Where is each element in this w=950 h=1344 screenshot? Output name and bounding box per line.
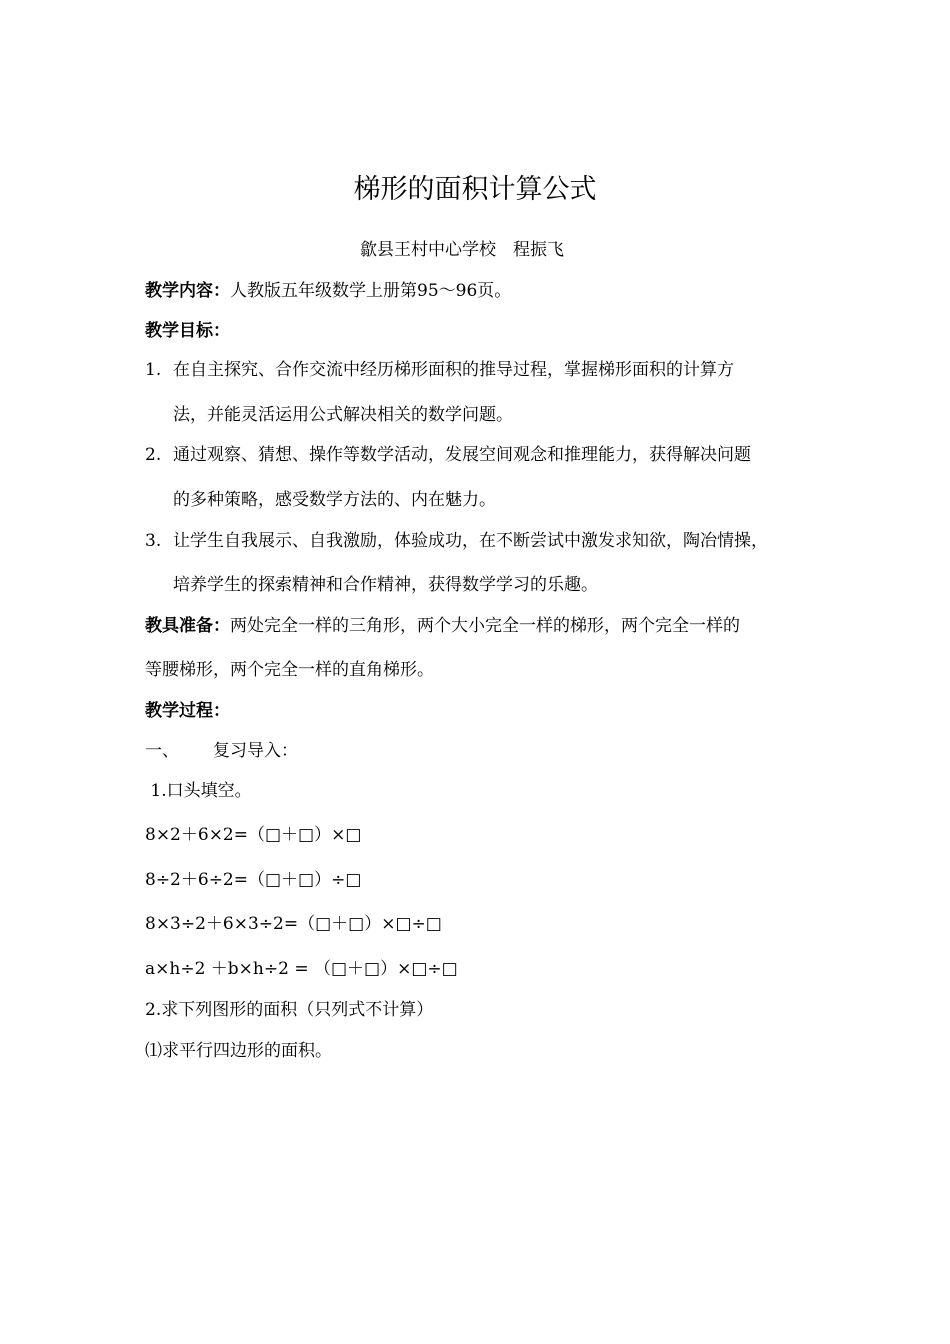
author-line: 歙县王村中心学校 程振飞 [360,240,564,260]
teaching-goals-label: 教学目标： [145,321,230,341]
teaching-process-label: 教学过程： [145,701,230,721]
document-title: 梯形的面积计算公式 [353,174,597,205]
teaching-content [145,277,511,305]
section-1-title: 复习导入： [213,741,298,761]
goal-2-number: 2. [145,445,162,465]
sub-item-2: 2.求下列图形的面积（只列式不计算） [145,1000,434,1020]
teaching-tools [145,612,740,640]
goal-3-line-2: 培养学生的探索精神和合作精神，获得数学学习的乐趣。 [173,575,598,595]
goal-1-line-2: 法，并能灵活运用公式解决相关的数学问题。 [173,405,513,425]
goal-1-number: 1. [145,360,162,380]
sub-item-2-1: ⑴求平行四边形的面积。 [145,1041,332,1061]
teaching-tools-line-1: 两处完全一样的三角形，两个大小完全一样的梯形，两个完全一样的 [230,616,740,636]
goal-3-line-1: 让学生自我展示、自我激励，体验成功，在不断尝试中激发求知欲，陶冶情操， [173,531,768,551]
goal-2-line-1: 通过观察、猜想、操作等数学活动，发展空间观念和推理能力，获得解决问题 [173,445,751,465]
goal-1-line-1: 在自主探究、合作交流中经历梯形面积的推导过程，掌握梯形面积的计算方 [173,360,734,380]
section-1-number: 一、 [145,741,179,761]
teaching-tools-line-2: 等腰梯形，两个完全一样的直角梯形。 [145,660,434,680]
sub-item-1: 1.口头填空。 [145,781,252,801]
goal-3-number: 3. [145,531,162,551]
teaching-content-text: 人教版五年级数学上册第95～96页。 [230,281,512,301]
equation-2: 8÷2＋6÷2=（□＋□）÷□ [145,870,362,890]
equation-3: 8×3÷2＋6×3÷2=（□＋□）×□÷□ [145,914,442,934]
teaching-tools-label: 教具准备： [145,616,230,636]
teaching-content-label: 教学内容： [145,281,230,301]
goal-2-line-2: 的多种策略，感受数学方法的、内在魅力。 [173,490,496,510]
equation-1: 8×2＋6×2=（□＋□）×□ [145,825,362,845]
equation-4: a×h÷2 ＋b×h÷2 = （□＋□）×□÷□ [145,959,458,979]
section-1-heading [145,737,298,765]
